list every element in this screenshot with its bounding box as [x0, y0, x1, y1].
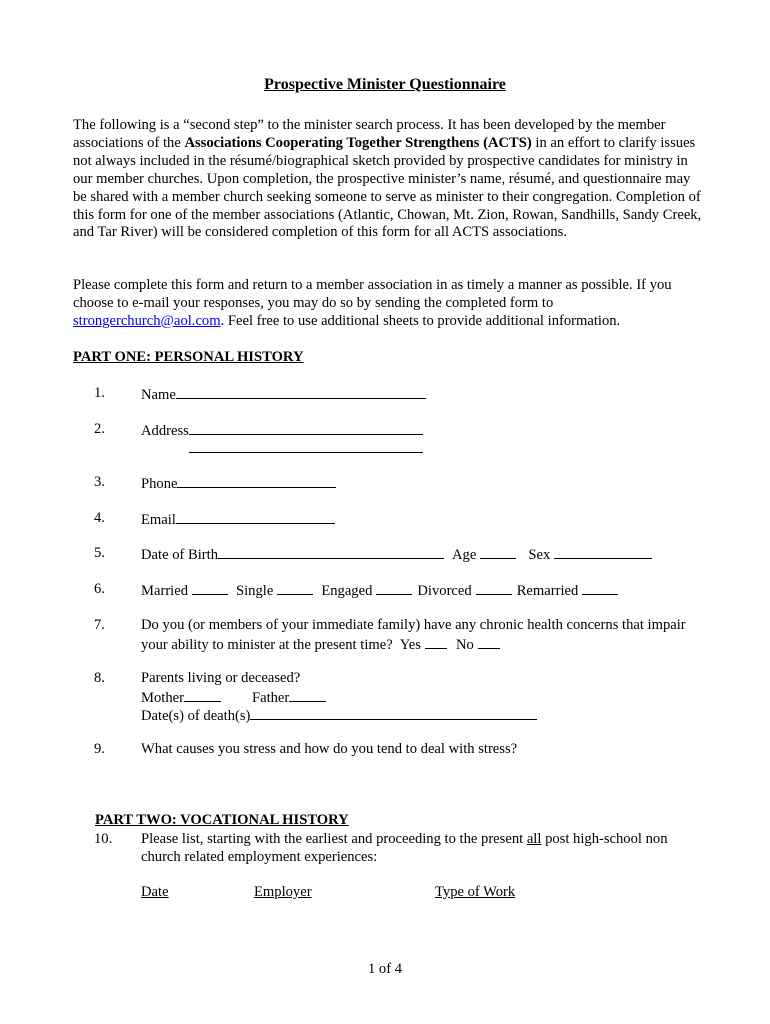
instructions-paragraph [73, 277, 703, 331]
remarried-label: Remarried [516, 583, 579, 599]
question-number-5: 5. [94, 545, 105, 561]
intro-text-start: The following is a “second step” to the minister search process. It has been developed by the member associations of the [73, 117, 666, 151]
address-field-line-1[interactable] [189, 421, 423, 435]
employment-text-all: all [526, 831, 542, 847]
question-8-parents: Parents living or deceased? [141, 670, 301, 686]
single-field[interactable] [277, 581, 313, 595]
employment-text-end: post high-school non church related employment experiences: [141, 831, 668, 865]
mother-label: Mother [141, 690, 184, 706]
question-5-birth-age-sex [141, 545, 652, 564]
date-of-birth-label: Date of Birth [141, 547, 219, 563]
question-number-8: 8. [94, 670, 105, 686]
divorced-label: Divorced [417, 583, 472, 599]
divorced-field[interactable] [476, 581, 512, 595]
question-number-9: 9. [94, 741, 105, 757]
question-number-4: 4. [94, 510, 105, 526]
health-yes-label: Yes [399, 636, 421, 653]
father-label: Father [251, 690, 290, 706]
email-link[interactable]: strongerchurch@aol.com [73, 312, 221, 329]
health-no-label: No [455, 636, 474, 653]
email-label: Email [141, 512, 176, 528]
question-number-1: 1. [94, 385, 105, 401]
health-yes-field[interactable] [425, 635, 447, 649]
intro-paragraph [73, 117, 703, 242]
email-field[interactable] [176, 510, 335, 524]
address-field-line-2[interactable] [189, 439, 423, 453]
engaged-field[interactable] [376, 581, 412, 595]
health-no-field[interactable] [478, 635, 500, 649]
part-two-heading: PART TWO: VOCATIONAL HISTORY [95, 812, 349, 828]
death-dates-label: Date(s) of death(s) [141, 708, 251, 724]
question-number-7: 7. [94, 617, 105, 633]
date-of-birth-field[interactable] [218, 545, 444, 559]
name-field[interactable] [176, 385, 426, 399]
question-9-stress: What causes you stress and how do you tend to deal with stress? [141, 741, 518, 757]
sex-label: Sex [528, 547, 551, 563]
address-label: Address [141, 423, 189, 439]
phone-label: Phone [141, 476, 178, 492]
question-number-10: 10. [94, 831, 113, 847]
employment-text-start: Please list, starting with the earliest and proceeding to the present [141, 831, 527, 847]
question-10-employment [141, 831, 701, 867]
phone-field[interactable] [177, 474, 336, 488]
remarried-field[interactable] [582, 581, 618, 595]
father-field[interactable] [289, 688, 326, 702]
column-header-employer: Employer [254, 884, 312, 900]
mother-field[interactable] [184, 688, 221, 702]
instructions-text: Please complete this form and return to a member association in as timely a manner as possible. If you choose to e-mail your responses, you may do so by sending the completed form to [73, 277, 672, 311]
question-3-phone [141, 474, 336, 493]
engaged-label: Engaged [321, 583, 373, 599]
name-label: Name [141, 387, 176, 403]
question-number-3: 3. [94, 474, 105, 490]
column-header-type-of-work: Type of Work [435, 884, 516, 900]
question-number-2: 2. [94, 421, 105, 437]
death-dates-field[interactable] [250, 706, 537, 720]
question-2-address [141, 421, 423, 440]
instructions-text-after: . Feel free to use additional sheets to provide additional information. [220, 312, 621, 329]
column-header-date: Date [141, 884, 169, 900]
single-label: Single [236, 583, 274, 599]
question-1-name [141, 385, 426, 404]
health-question-text: Do you (or members of your immediate family) have any chronic health concerns that impair your ability to minister at the present time? [141, 617, 686, 653]
question-number-6: 6. [94, 581, 105, 597]
age-label: Age [452, 547, 477, 563]
question-8-death-dates [141, 706, 537, 725]
intro-bold-org-name: Associations Cooperating Together Strengthens (ACTS) [184, 134, 532, 151]
question-2-address-line-2 [189, 439, 423, 458]
question-4-email [141, 510, 335, 529]
married-field[interactable] [192, 581, 228, 595]
question-8-parents-fields [141, 688, 326, 707]
page-title: Prospective Minister Questionnaire [264, 76, 506, 93]
part-one-heading: PART ONE: PERSONAL HISTORY [73, 349, 304, 365]
age-field[interactable] [480, 545, 516, 559]
married-label: Married [141, 583, 189, 599]
page-number: 1 of 4 [367, 961, 403, 977]
sex-field[interactable] [554, 545, 652, 559]
question-6-marital-status [141, 581, 618, 600]
question-7-health [141, 617, 701, 655]
intro-text-end: in an effort to clarify issues not always included in the résumé/biographical sketch provided by prospective candidates for ministry in our member churches. Upon completion, the prospective minister’s name, résumé, and questionnaire may be shared with a member church seeking someone to serve as minister to their congregation. Completion of this form for one of the member associations (Atlantic, Chowan, Mt. Zion, Rowan, Sandhills, Sandy Creek, and Tar River) will be considered completion of this form for all ACTS associations. [73, 134, 702, 241]
